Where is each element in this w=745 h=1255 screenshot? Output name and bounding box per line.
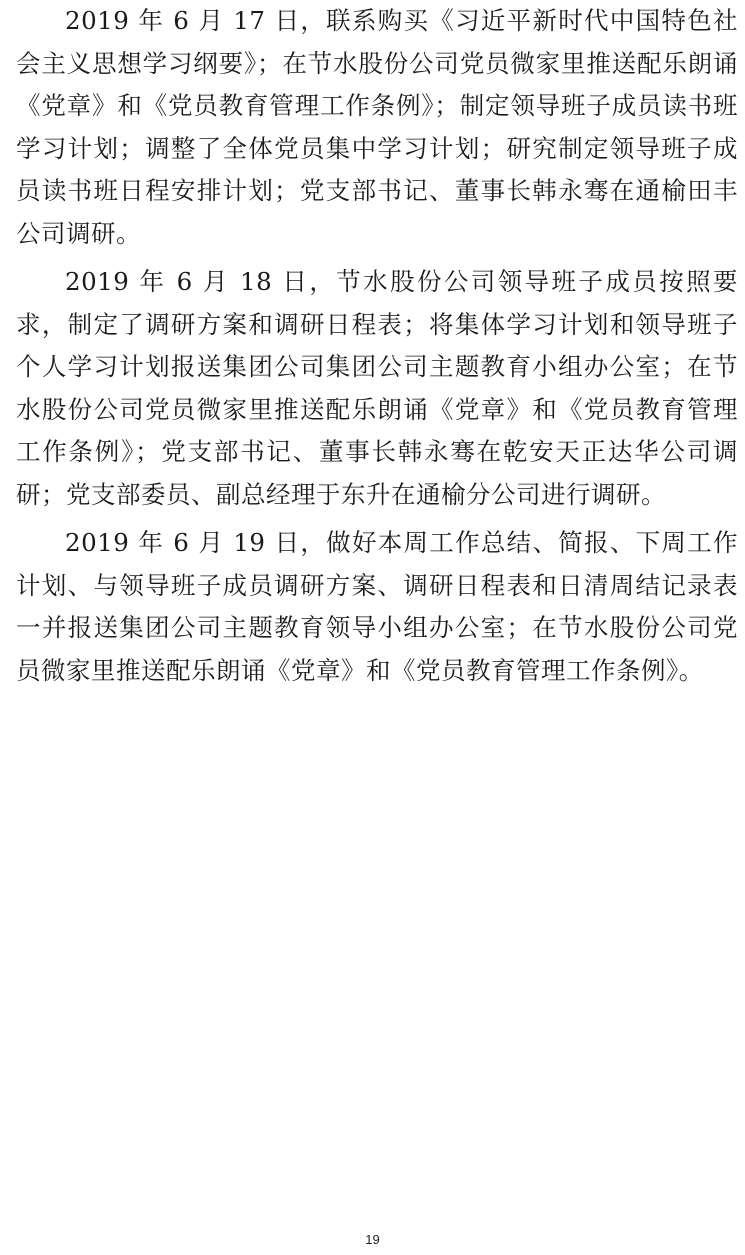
paragraph-june-19: 2019 年 6 月 19 日，做好本周工作总结、简报、下周工作计划、与领导班子成员调研方案、调研日程表和日清周结记录表一并报送集团公司主题教育领导小组办公室；在节水股份公司党员微家里推送配乐朗诵《党章》和《党员教育管理工作条例》。 bbox=[16, 528, 738, 685]
paragraph-june-18: 2019 年 6 月 18 日，节水股份公司领导班子成员按照要求，制定了调研方案和调研日程表；将集体学习计划和领导班子个人学习计划报送集团公司集团公司主题教育小组办公室；在节水股份公司党员微家里推送配乐朗诵《党章》和《党员教育管理工作条例》；党支部书记、董事长韩永骞在乾安天正达华公司调研；党支部委员、副总经理于东升在通榆分公司进行调研。 bbox=[16, 267, 738, 509]
paragraph-june-17: 2019 年 6 月 17 日，联系购买《习近平新时代中国特色社会主义思想学习纲要》；在节水股份公司党员微家里推送配乐朗诵《党章》和《党员教育管理工作条例》；制定领导班子成员读书班学习计划；调整了全体党员集中学习计划；研究制定领导班子成员读书班日程安排计划；党支部书记、董事长韩永骞在通榆田丰公司调研。 bbox=[16, 6, 738, 248]
page-number: 19 bbox=[365, 1232, 380, 1247]
document-body bbox=[16, 0, 738, 692]
